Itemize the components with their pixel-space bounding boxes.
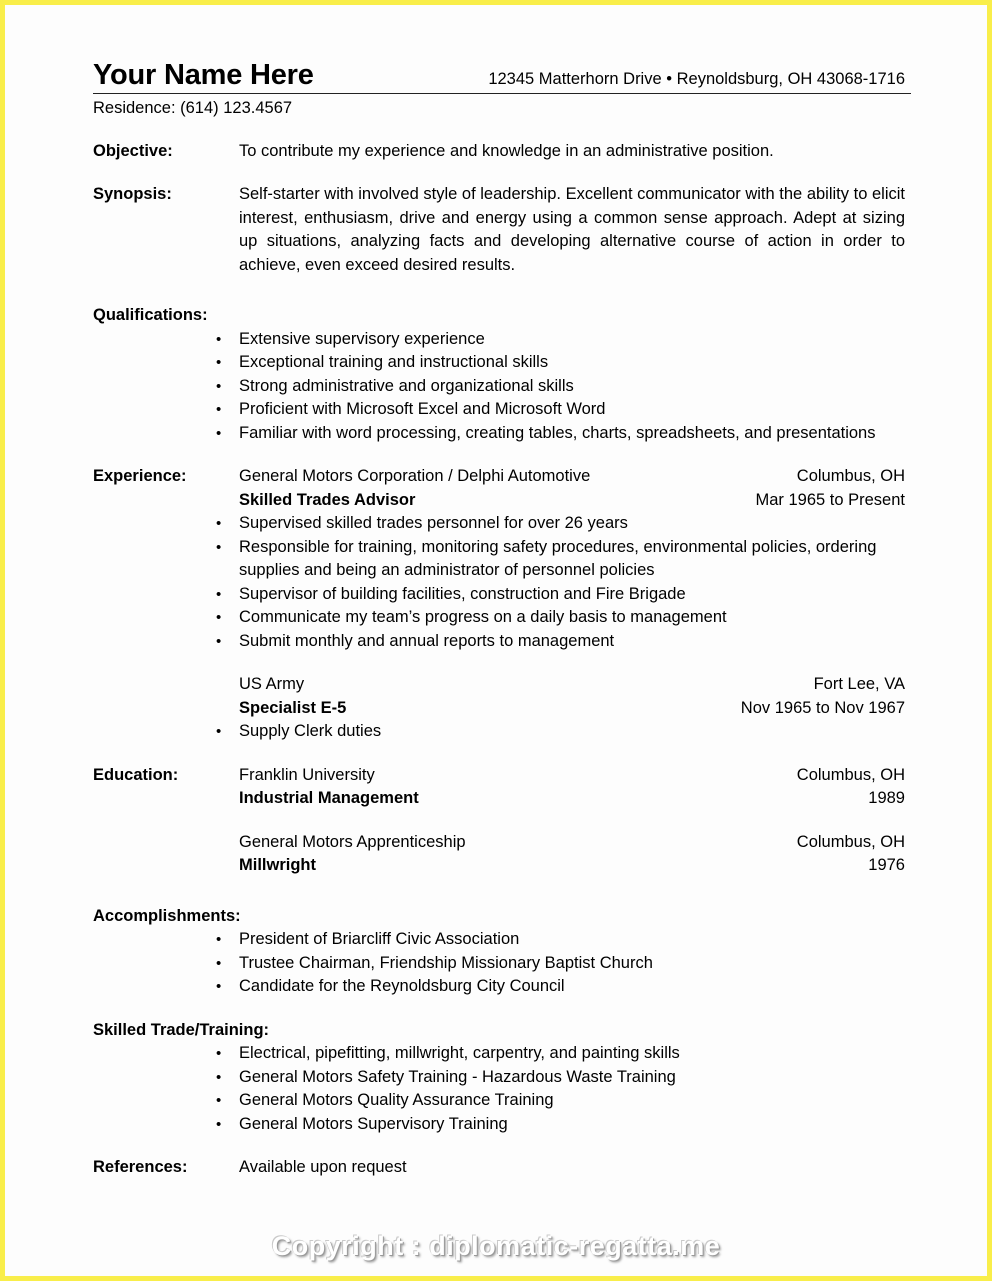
list-item: • Candidate for the Reynoldsburg City Council: [93, 975, 905, 999]
list-item: • Communicate my team’s progress on a daily basis to management: [93, 606, 905, 630]
degree-title: Industrial Management: [239, 789, 419, 808]
list-item: • President of Briarcliff Civic Association: [93, 928, 905, 952]
skilled-trade-label: Skilled Trade/Training:: [93, 1020, 270, 1039]
employer-name: General Motors Corporation / Delphi Automotive: [239, 467, 591, 486]
section-education-2: [93, 831, 905, 878]
job-dates: Nov 1965 to Nov 1967: [740, 698, 905, 717]
page-title: Your Name Here: [93, 59, 314, 91]
section-objective: [93, 140, 905, 164]
header-residence: Residence: (614) 123.4567: [93, 99, 293, 118]
accomplishments-list: [93, 928, 905, 999]
qualifications-list: [93, 328, 905, 446]
header-address: 12345 Matterhorn Drive • Reynoldsburg, OH 43068-1716: [488, 70, 905, 88]
list-item: • General Motors Supervisory Training: [93, 1113, 905, 1137]
section-references: [93, 1156, 905, 1180]
qualifications-label: Qualifications:: [93, 306, 208, 325]
list-item: • Proficient with Microsoft Excel and Microsoft Word: [93, 398, 905, 422]
section-synopsis: [93, 183, 905, 277]
list-item: • Exceptional training and instructional skills: [93, 351, 905, 375]
school-location: Columbus, OH: [796, 765, 905, 784]
school-location: Columbus, OH: [796, 832, 905, 851]
list-item: • Submit monthly and annual reports to management: [93, 630, 905, 654]
objective-text: To contribute my experience and knowledge in an administrative position.: [239, 141, 774, 160]
list-item: • Supervisor of building facilities, construction and Fire Brigade: [93, 583, 905, 607]
degree-year: 1989: [868, 789, 905, 808]
resume-header: [93, 60, 905, 90]
degree-title: Millwright: [239, 856, 316, 875]
list-item: • Responsible for training, monitoring safety procedures, environmental policies, ordering supplies and being an administrator of personnel policies: [93, 536, 905, 583]
synopsis-text: Self-starter with involved style of leadership. Excellent communicator with the ability to elicit interest, enthusiasm, drive and energy using a common sense approach. Adept at sizing up situations, analyzing facts and developing alternative course of action in order to achieve, even exceed desired results.: [239, 185, 905, 274]
section-education: [93, 764, 905, 811]
accomplishments-label: Accomplishments:: [93, 906, 241, 925]
experience-entry-1: [239, 465, 905, 512]
school-name: Franklin University: [239, 765, 375, 784]
employer-name: US Army: [239, 675, 305, 694]
list-item: • Extensive supervisory experience: [93, 328, 905, 352]
employer-location: Fort Lee, VA: [813, 675, 905, 694]
list-item: • General Motors Safety Training - Hazardous Waste Training: [93, 1066, 905, 1090]
education-label: Education:: [93, 765, 179, 784]
employer-location: Columbus, OH: [796, 467, 905, 486]
experience-bullets-2: [93, 720, 905, 744]
degree-year: 1976: [868, 856, 905, 875]
education-entry-2: [239, 831, 905, 878]
list-item: • Supervised skilled trades personnel for over 26 years: [93, 512, 905, 536]
references-text: Available upon request: [239, 1158, 407, 1177]
experience-entry-2: [239, 673, 905, 720]
school-name: General Motors Apprenticeship: [239, 832, 466, 851]
job-dates: Mar 1965 to Present: [755, 490, 905, 509]
education-entry-1: [239, 764, 905, 811]
job-title: Specialist E-5: [239, 698, 347, 717]
list-item: • General Motors Quality Assurance Training: [93, 1089, 905, 1113]
watermark: Copyright : diplomatic-regatta.me: [271, 1231, 721, 1261]
section-experience-military: [93, 673, 905, 720]
experience-bullets-1: [93, 512, 905, 653]
resume-sheet: [5, 5, 987, 1276]
skilled-trade-list: [93, 1042, 905, 1136]
list-item: • Strong administrative and organizational skills: [93, 375, 905, 399]
job-title: Skilled Trades Advisor: [239, 490, 416, 509]
experience-label: Experience:: [93, 467, 187, 486]
synopsis-label: Synopsis:: [93, 185, 172, 204]
header-divider: [93, 93, 911, 94]
objective-label: Objective:: [93, 141, 173, 160]
references-label: References:: [93, 1158, 188, 1177]
list-item: • Trustee Chairman, Friendship Missionary Baptist Church: [93, 952, 905, 976]
list-item: • Electrical, pipefitting, millwright, carpentry, and painting skills: [93, 1042, 905, 1066]
list-item: • Familiar with word processing, creating tables, charts, spreadsheets, and presentations: [93, 422, 905, 446]
list-item: • Supply Clerk duties: [93, 720, 905, 744]
section-experience: [93, 465, 905, 512]
